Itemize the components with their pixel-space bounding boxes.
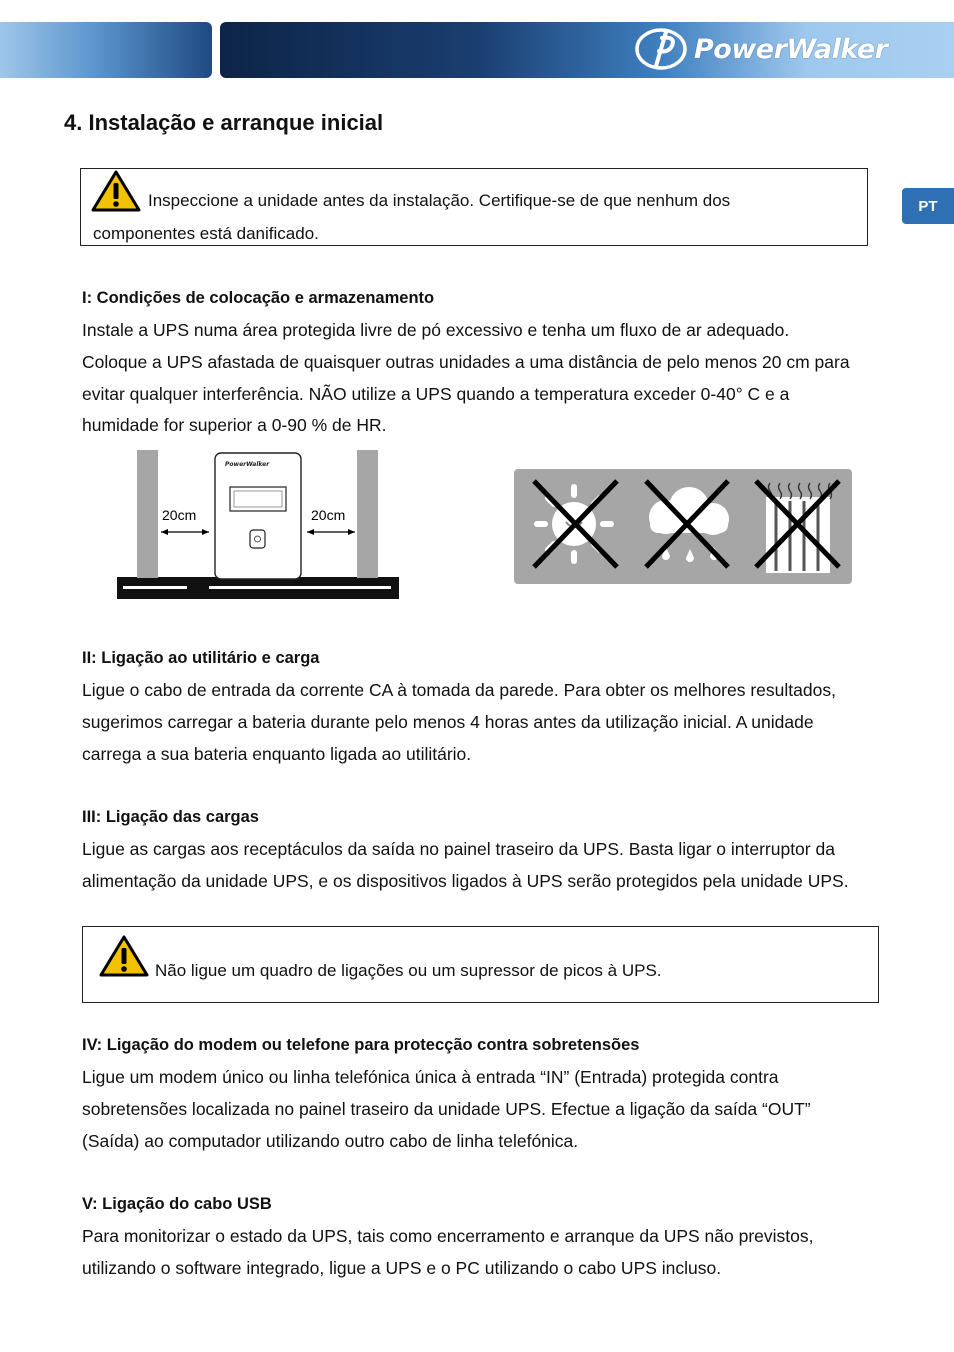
text-line: alimentação da unidade UPS, e os dispositivos ligados à UPS serão protegidos pela unidade UPS. <box>82 870 849 891</box>
warning-box-surge <box>82 926 879 1003</box>
text-line: Ligue o cabo de entrada da corrente CA à tomada da parede. Para obter os melhores resultados, <box>82 680 836 700</box>
text-line: sugerimos carregar a bateria durante pelo menos 4 horas antes da utilização inicial. A unidade <box>82 711 814 732</box>
ups-power-button <box>250 530 265 548</box>
left-wall <box>137 450 158 578</box>
brand-logo <box>632 26 887 72</box>
text-line: (Saída) ao computador utilizando outro cabo de linha telefónica. <box>82 1130 579 1151</box>
text-line: Instale a UPS numa área protegida livre de pó excessivo e tenha um fluxo de ar adequado. <box>82 320 790 340</box>
powerwalker-logo-icon <box>632 26 690 72</box>
right-wall <box>357 450 378 578</box>
text-line: evitar qualquer interferência. NÃO utilize a UPS quando a temperatura exceder 0-40° C e a <box>82 383 790 404</box>
text-line: humidade for superior a 0-90 % de HR. <box>82 415 387 436</box>
warning-triangle-icon <box>99 935 149 977</box>
section-heading-utility: II: Ligação ao utilitário e carga <box>82 649 320 667</box>
section-heading-modem: IV: Ligação do modem ou telefone para protecção contra sobretensões <box>82 1036 640 1054</box>
page-title: 4. Instalação e arranque inicial <box>64 110 384 135</box>
section-text-usb <box>82 1221 894 1285</box>
text-line: sobretensões localizada no painel traseiro da unidade UPS. Efectue a ligação da saída “OUT” <box>82 1098 811 1119</box>
text-line: Ligue um modem único ou linha telefónica única à entrada “IN” (Entrada) protegida contra <box>82 1067 779 1087</box>
section-text-loads <box>82 834 894 898</box>
brand-name: PowerWalker <box>694 33 888 65</box>
clearance-diagram <box>117 449 401 601</box>
text-line: Ligue as cargas aos receptáculos da saída no painel traseiro da UPS. Basta ligar o interruptor da <box>82 839 835 859</box>
section-heading-loads: III: Ligação das cargas <box>82 808 259 826</box>
prohibited-conditions-figure <box>514 469 852 584</box>
warning-text: Não ligue um quadro de ligações ou um supressor de picos à UPS. <box>155 961 662 980</box>
sun-icon <box>534 481 617 567</box>
ups-unit <box>215 453 301 579</box>
section-heading-placement: I: Condições de colocação e armazenamento <box>82 289 435 307</box>
language-tab-pt[interactable]: PT <box>902 188 954 224</box>
ups-lcd <box>230 487 286 511</box>
warning-text-line1: Inspeccione a unidade antes da instalação. Certifique-se de que nenhum dos <box>148 191 731 210</box>
section-text-modem <box>82 1062 894 1157</box>
text-line: utilizando o software integrado, ligue a UPS e o PC utilizando o cabo UPS incluso. <box>82 1257 722 1278</box>
text-line: carrega a sua bateria enquanto ligada ao utilitário. <box>82 743 472 764</box>
header-left-band <box>0 22 212 78</box>
warning-box-inspection <box>80 168 868 246</box>
right-distance-label: 20cm <box>311 507 346 523</box>
warning-text-line2: componentes está danificado. <box>93 224 319 243</box>
text-line: Coloque a UPS afastada de quaisquer outras unidades a uma distância de pelo menos 20 cm para <box>82 351 850 372</box>
ups-brand-label: PowerWalker <box>225 461 270 468</box>
section-text-placement <box>82 315 894 442</box>
warning-triangle-icon <box>91 170 141 212</box>
section-text-utility <box>82 675 894 770</box>
section-heading-usb: V: Ligação do cabo USB <box>82 1195 272 1213</box>
left-distance-label: 20cm <box>162 507 197 523</box>
text-line: Para monitorizar o estado da UPS, tais como encerramento e arranque da UPS não previstos, <box>82 1226 814 1246</box>
